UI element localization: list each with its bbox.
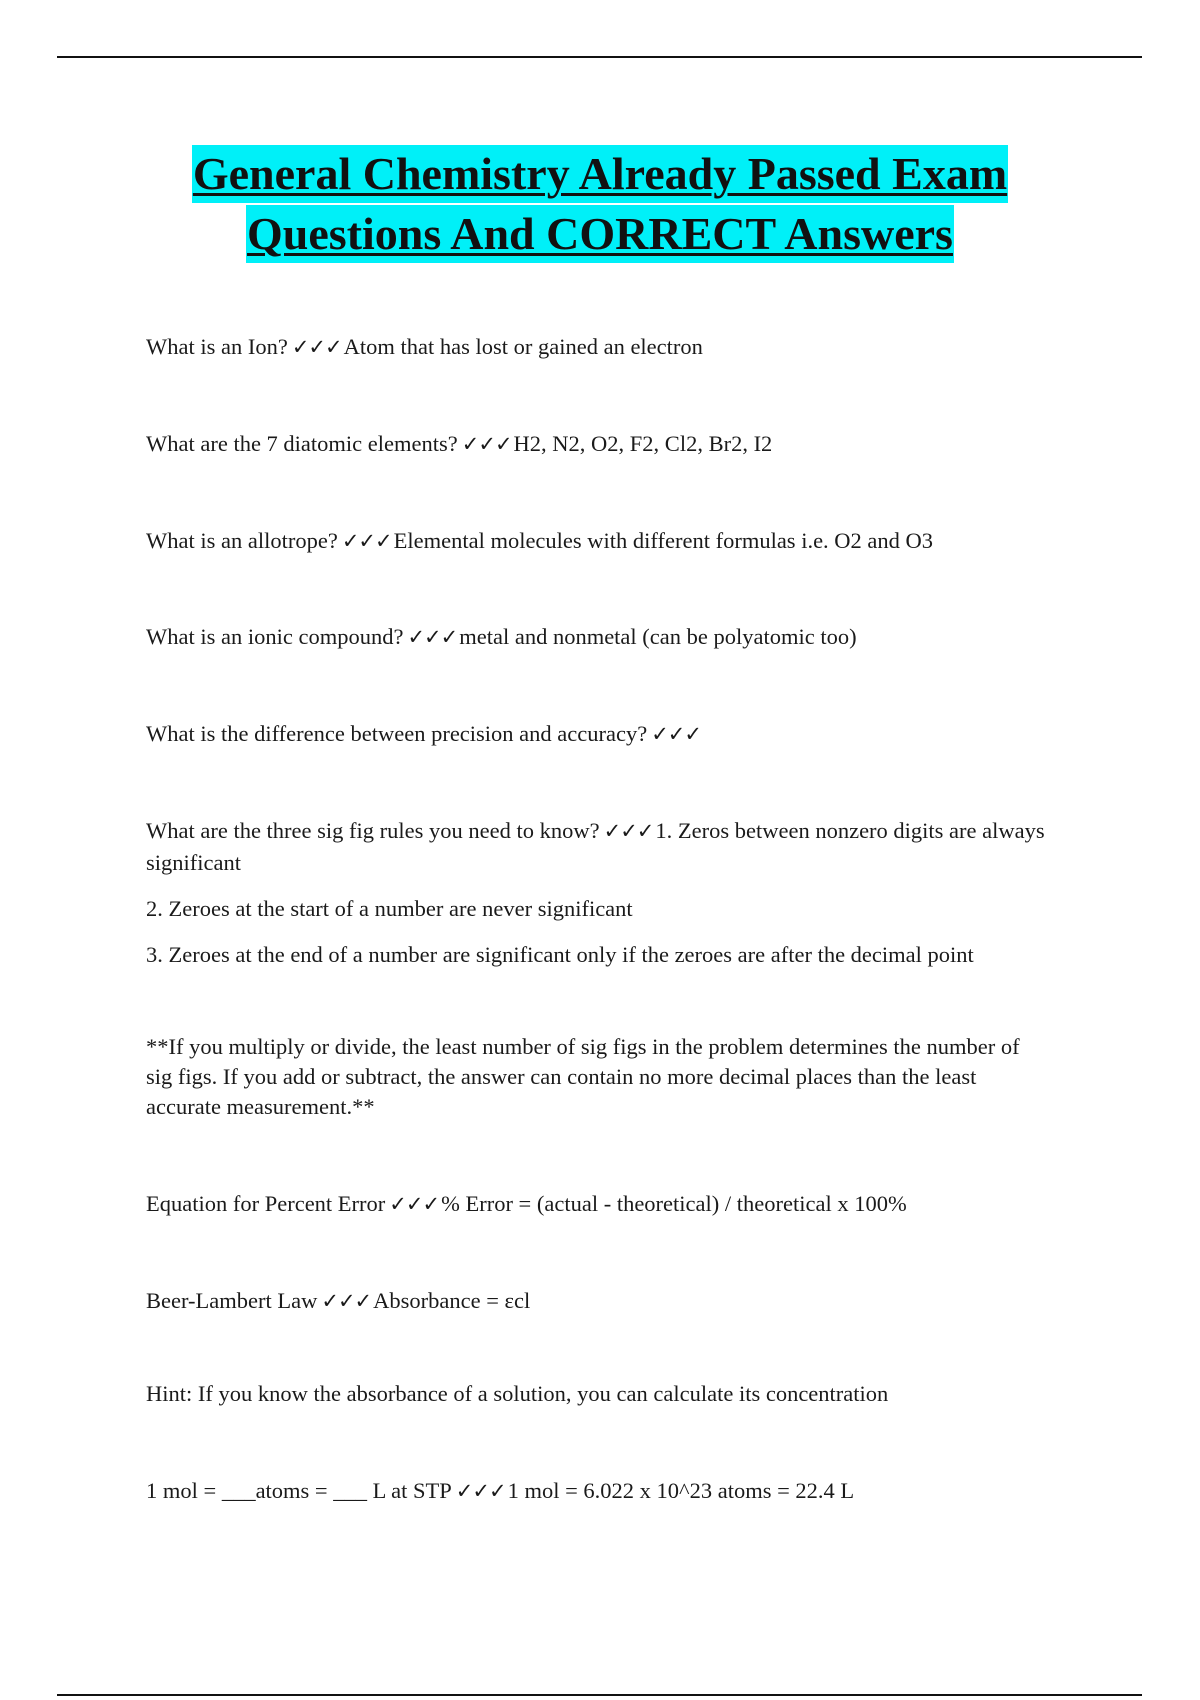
question-text: What are the 7 diatomic elements? [146, 431, 458, 456]
answer-text: Elemental molecules with different formulas i.e. O2 and O3 [393, 528, 934, 553]
sig-fig-rule-2: 2. Zeroes at the start of a number are never significant [146, 896, 633, 921]
qa-item-beer-lambert [146, 1285, 1066, 1317]
qa-item-sig-fig-rules [146, 815, 1066, 878]
checkmark-icon: ✓✓✓ [455, 1479, 506, 1503]
checkmark-icon: ✓✓✓ [407, 625, 458, 649]
question-text: What is an ionic compound? [146, 624, 404, 649]
hint-text: Hint: If you know the absorbance of a solution, you can calculate its concentration [146, 1381, 889, 1406]
checkmark-icon: ✓✓✓ [341, 529, 392, 553]
question-text: What is the difference between precision and accuracy? [146, 721, 648, 746]
qa-item-ionic-compound [146, 621, 1066, 653]
checkmark-icon: ✓✓✓ [603, 819, 654, 843]
question-text: Beer-Lambert Law [146, 1288, 318, 1313]
checkmark-icon: ✓✓✓ [389, 1192, 440, 1216]
answer-text: metal and nonmetal (can be polyatomic too) [459, 624, 857, 649]
answer-text: Absorbance = εcl [373, 1288, 531, 1313]
question-text: What is an Ion? [146, 334, 288, 359]
checkmark-icon: ✓✓✓ [461, 432, 512, 456]
qa-item-mol-stp [146, 1475, 1066, 1507]
answer-text: % Error = (actual - theoretical) / theoretical x 100% [441, 1191, 907, 1216]
title-line-1: General Chemistry Already Passed Exam [192, 145, 1008, 203]
bottom-rule [57, 1694, 1142, 1696]
qa-item-percent-error [146, 1188, 1066, 1220]
question-text: What are the three sig fig rules you need to know? [146, 818, 600, 843]
question-text: What is an allotrope? [146, 528, 338, 553]
answer-text: H2, N2, O2, F2, Cl2, Br2, I2 [513, 431, 773, 456]
qa-item-ion [146, 331, 1066, 363]
title-line-2: Questions And CORRECT Answers [246, 205, 954, 263]
sig-fig-note: **If you multiply or divide, the least number of sig figs in the problem determines the number of sig figs. If you add or subtract, the answer can contain no more decimal places than the least accurate measurement.** [146, 1034, 1020, 1119]
sig-fig-rule-3: 3. Zeroes at the end of a number are significant only if the zeroes are after the decimal point [146, 942, 974, 967]
question-text: 1 mol = ___atoms = ___ L at STP [146, 1478, 452, 1503]
qa-item-allotrope [146, 525, 1066, 557]
checkmark-icon: ✓✓✓ [651, 722, 701, 746]
qa-item-precision-accuracy [146, 718, 1066, 750]
answer-text: 1. Zeros between nonzero digits are always significant [146, 818, 1045, 875]
question-text: Equation for Percent Error [146, 1191, 386, 1216]
top-rule [57, 56, 1142, 58]
answer-text: Atom that has lost or gained an electron [343, 334, 703, 359]
qa-item-diatomic [146, 428, 1066, 460]
checkmark-icon: ✓✓✓ [291, 335, 342, 359]
checkmark-icon: ✓✓✓ [321, 1289, 372, 1313]
answer-text: 1 mol = 6.022 x 10^23 atoms = 22.4 L [507, 1478, 855, 1503]
document-title [0, 145, 1200, 265]
